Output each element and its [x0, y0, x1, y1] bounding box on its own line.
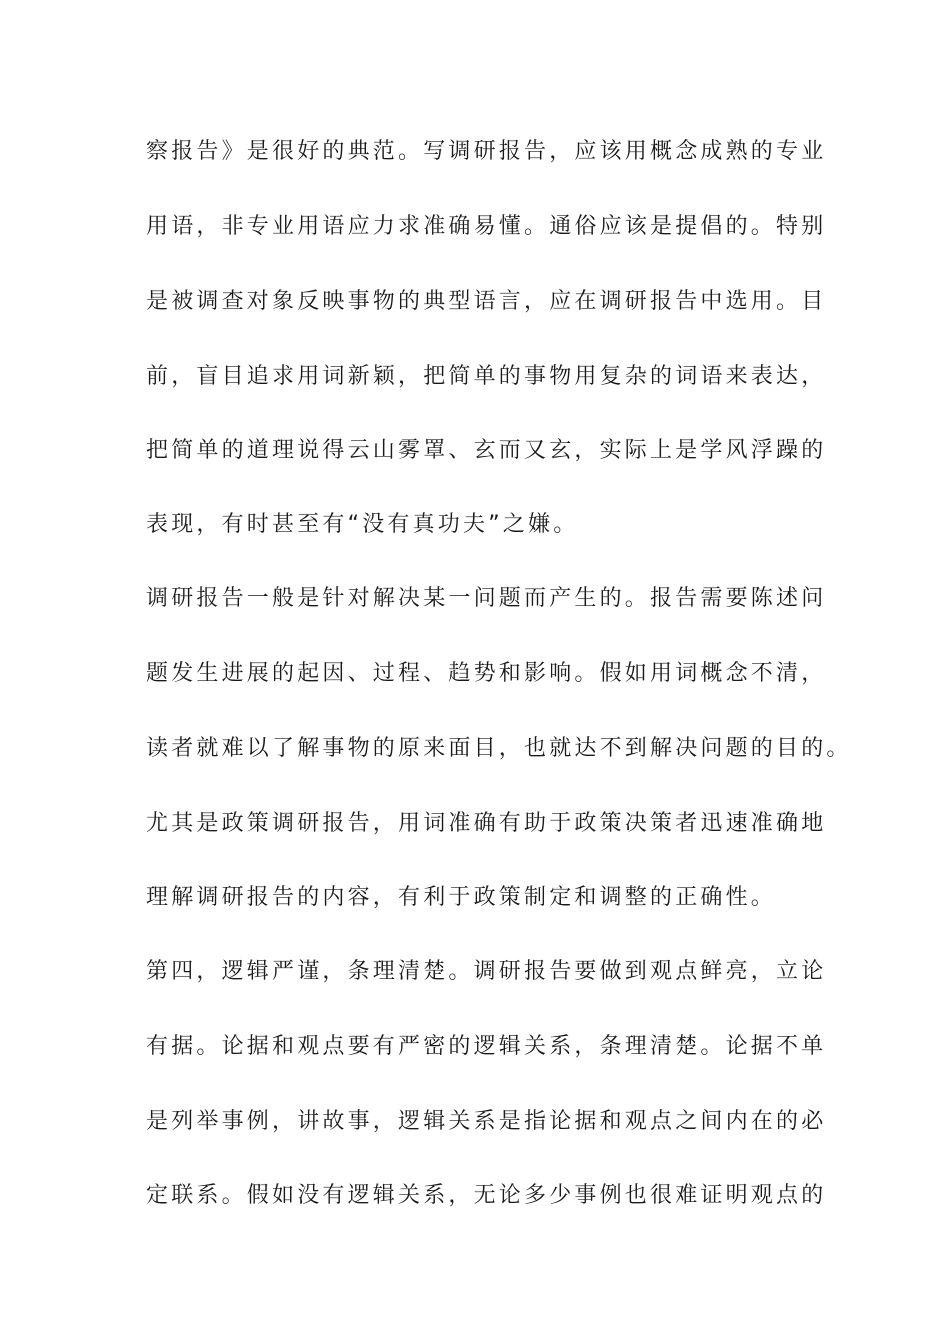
text-line: 定联系。假如没有逻辑关系，无论多少事例也很难证明观点的 [146, 1183, 827, 1208]
text-line: 调研报告一般是针对解决某一问题而产生的。报告需要陈述问 [146, 586, 827, 611]
text-line: 表现，有时甚至有“没有真功夫”之嫌。 [146, 512, 579, 537]
text-line: 第四，逻辑严谨，条理清楚。调研报告要做到观点鲜亮，立论 [146, 959, 827, 984]
text-line: 用语，非专业用语应力求准确易懂。通俗应该是提倡的。特别 [146, 214, 827, 239]
text-line: 察报告》是很好的典范。写调研报告，应该用概念成熟的专业 [146, 139, 827, 164]
text-line: 理解调研报告的内容，有利于政策制定和调整的正确性。 [146, 885, 777, 910]
text-line: 是被调查对象反映事物的典型语言，应在调研报告中选用。目 [146, 289, 827, 314]
text-line: 题发生进展的起因、过程、趋势和影响。假如用词概念不清， [146, 661, 827, 686]
text-line: 读者就难以了解事物的原来面目，也就达不到解决问题的目的。 [146, 736, 852, 761]
text-line: 前，盲目追求用词新颖，把简单的事物用复杂的词语来表达， [146, 364, 827, 389]
text-line: 把简单的道理说得云山雾罩、玄而又玄，实际上是学风浮躁的 [146, 438, 827, 463]
text-line: 有据。论据和观点要有严密的逻辑关系，条理清楚。论据不单 [146, 1034, 827, 1059]
text-line: 是列举事例，讲故事，逻辑关系是指论据和观点之间内在的必 [146, 1109, 827, 1134]
text-line: 尤其是政策调研报告，用词准确有助于政策决策者迅速准确地 [146, 811, 827, 836]
